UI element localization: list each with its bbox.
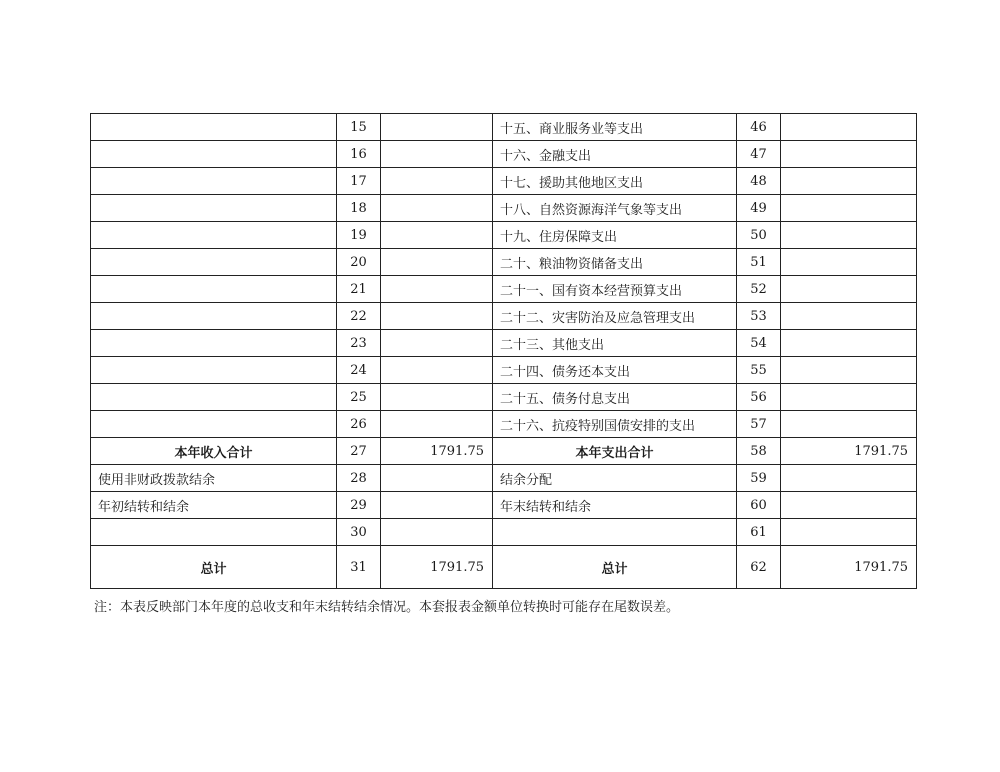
income-item-cell [91, 411, 337, 438]
expenditure-amount-cell [781, 492, 917, 519]
expenditure-amount-cell [781, 222, 917, 249]
expenditure-amount-cell [781, 114, 917, 141]
income-line-number-cell: 17 [337, 168, 381, 195]
expenditure-amount-cell [781, 330, 917, 357]
expenditure-item-cell: 十七、援助其他地区支出 [493, 168, 737, 195]
expenditure-amount-cell: 1791.75 [781, 438, 917, 465]
income-amount-cell [381, 330, 493, 357]
expenditure-amount-cell [781, 249, 917, 276]
subtotal-row [91, 438, 917, 465]
expenditure-item-cell: 二十、粮油物资储备支出 [493, 249, 737, 276]
expenditure-item-cell: 二十二、灾害防治及应急管理支出 [493, 303, 737, 330]
table-row [91, 168, 917, 195]
income-amount-cell [381, 465, 493, 492]
expenditure-line-number-cell: 48 [737, 168, 781, 195]
expenditure-amount-cell [781, 384, 917, 411]
income-line-number-cell: 27 [337, 438, 381, 465]
income-line-number-cell: 30 [337, 519, 381, 546]
table-row [91, 357, 917, 384]
expenditure-line-number-cell: 53 [737, 303, 781, 330]
table-row [91, 276, 917, 303]
expenditure-item-cell: 十六、金融支出 [493, 141, 737, 168]
income-amount-cell [381, 141, 493, 168]
expenditure-item-cell: 二十四、债务还本支出 [493, 357, 737, 384]
footnote: 注：本表反映部门本年度的总收支和年末结转结余情况。本套报表金额单位转换时可能存在尾数误差。 [94, 600, 680, 615]
income-amount-cell [381, 168, 493, 195]
income-amount-cell [381, 492, 493, 519]
income-item-cell [91, 114, 337, 141]
income-amount-cell [381, 411, 493, 438]
expenditure-item-cell: 二十六、抗疫特别国债安排的支出 [493, 411, 737, 438]
income-item-cell [91, 195, 337, 222]
expenditure-item-cell: 十八、自然资源海洋气象等支出 [493, 195, 737, 222]
income-line-number-cell: 26 [337, 411, 381, 438]
income-item-cell [91, 276, 337, 303]
expenditure-amount-cell [781, 276, 917, 303]
table-row [91, 249, 917, 276]
income-line-number-cell: 24 [337, 357, 381, 384]
income-amount-cell [381, 384, 493, 411]
expenditure-amount-cell: 1791.75 [781, 546, 917, 589]
expenditure-line-number-cell: 55 [737, 357, 781, 384]
income-item-cell: 总计 [91, 546, 337, 589]
expenditure-item-cell: 年末结转和结余 [493, 492, 737, 519]
expenditure-amount-cell [781, 168, 917, 195]
expenditure-item-cell: 结余分配 [493, 465, 737, 492]
total-row [91, 546, 917, 589]
expenditure-line-number-cell: 58 [737, 438, 781, 465]
expenditure-item-cell: 十九、住房保障支出 [493, 222, 737, 249]
table-row [91, 465, 917, 492]
expenditure-item-cell: 二十三、其他支出 [493, 330, 737, 357]
table-row [91, 492, 917, 519]
income-item-cell [91, 357, 337, 384]
table-row [91, 519, 917, 546]
income-item-cell: 年初结转和结余 [91, 492, 337, 519]
income-item-cell: 使用非财政拨款结余 [91, 465, 337, 492]
expenditure-line-number-cell: 51 [737, 249, 781, 276]
table-row [91, 195, 917, 222]
expenditure-amount-cell [781, 141, 917, 168]
expenditure-amount-cell [781, 195, 917, 222]
expenditure-amount-cell [781, 519, 917, 546]
income-item-cell [91, 303, 337, 330]
income-line-number-cell: 16 [337, 141, 381, 168]
income-amount-cell [381, 303, 493, 330]
income-line-number-cell: 29 [337, 492, 381, 519]
table-row [91, 222, 917, 249]
expenditure-item-cell: 二十一、国有资本经营预算支出 [493, 276, 737, 303]
expenditure-amount-cell [781, 303, 917, 330]
expenditure-line-number-cell: 62 [737, 546, 781, 589]
expenditure-line-number-cell: 52 [737, 276, 781, 303]
expenditure-line-number-cell: 57 [737, 411, 781, 438]
expenditure-line-number-cell: 59 [737, 465, 781, 492]
income-item-cell: 本年收入合计 [91, 438, 337, 465]
income-amount-cell: 1791.75 [381, 438, 493, 465]
expenditure-line-number-cell: 61 [737, 519, 781, 546]
income-amount-cell [381, 276, 493, 303]
income-amount-cell [381, 195, 493, 222]
income-amount-cell [381, 357, 493, 384]
income-expenditure-table [90, 113, 917, 589]
income-amount-cell [381, 249, 493, 276]
income-item-cell [91, 141, 337, 168]
expenditure-line-number-cell: 46 [737, 114, 781, 141]
expenditure-line-number-cell: 56 [737, 384, 781, 411]
budget-table-container [90, 113, 916, 589]
table-row [91, 141, 917, 168]
income-line-number-cell: 15 [337, 114, 381, 141]
expenditure-line-number-cell: 47 [737, 141, 781, 168]
expenditure-line-number-cell: 60 [737, 492, 781, 519]
income-line-number-cell: 28 [337, 465, 381, 492]
income-item-cell [91, 222, 337, 249]
table-row [91, 330, 917, 357]
income-line-number-cell: 18 [337, 195, 381, 222]
income-amount-cell [381, 222, 493, 249]
expenditure-item-cell: 本年支出合计 [493, 438, 737, 465]
income-line-number-cell: 31 [337, 546, 381, 589]
expenditure-item-cell [493, 519, 737, 546]
income-amount-cell: 1791.75 [381, 546, 493, 589]
income-line-number-cell: 19 [337, 222, 381, 249]
table-row [91, 384, 917, 411]
income-line-number-cell: 25 [337, 384, 381, 411]
income-line-number-cell: 22 [337, 303, 381, 330]
table-body [91, 114, 917, 589]
income-line-number-cell: 23 [337, 330, 381, 357]
income-item-cell [91, 330, 337, 357]
income-line-number-cell: 20 [337, 249, 381, 276]
expenditure-line-number-cell: 50 [737, 222, 781, 249]
income-amount-cell [381, 114, 493, 141]
expenditure-amount-cell [781, 411, 917, 438]
expenditure-amount-cell [781, 465, 917, 492]
income-item-cell [91, 249, 337, 276]
expenditure-item-cell: 总计 [493, 546, 737, 589]
income-amount-cell [381, 519, 493, 546]
expenditure-item-cell: 二十五、债务付息支出 [493, 384, 737, 411]
table-row [91, 411, 917, 438]
expenditure-line-number-cell: 49 [737, 195, 781, 222]
expenditure-item-cell: 十五、商业服务业等支出 [493, 114, 737, 141]
income-item-cell [91, 168, 337, 195]
expenditure-line-number-cell: 54 [737, 330, 781, 357]
income-item-cell [91, 384, 337, 411]
expenditure-amount-cell [781, 357, 917, 384]
income-line-number-cell: 21 [337, 276, 381, 303]
income-item-cell [91, 519, 337, 546]
table-row [91, 114, 917, 141]
table-row [91, 303, 917, 330]
